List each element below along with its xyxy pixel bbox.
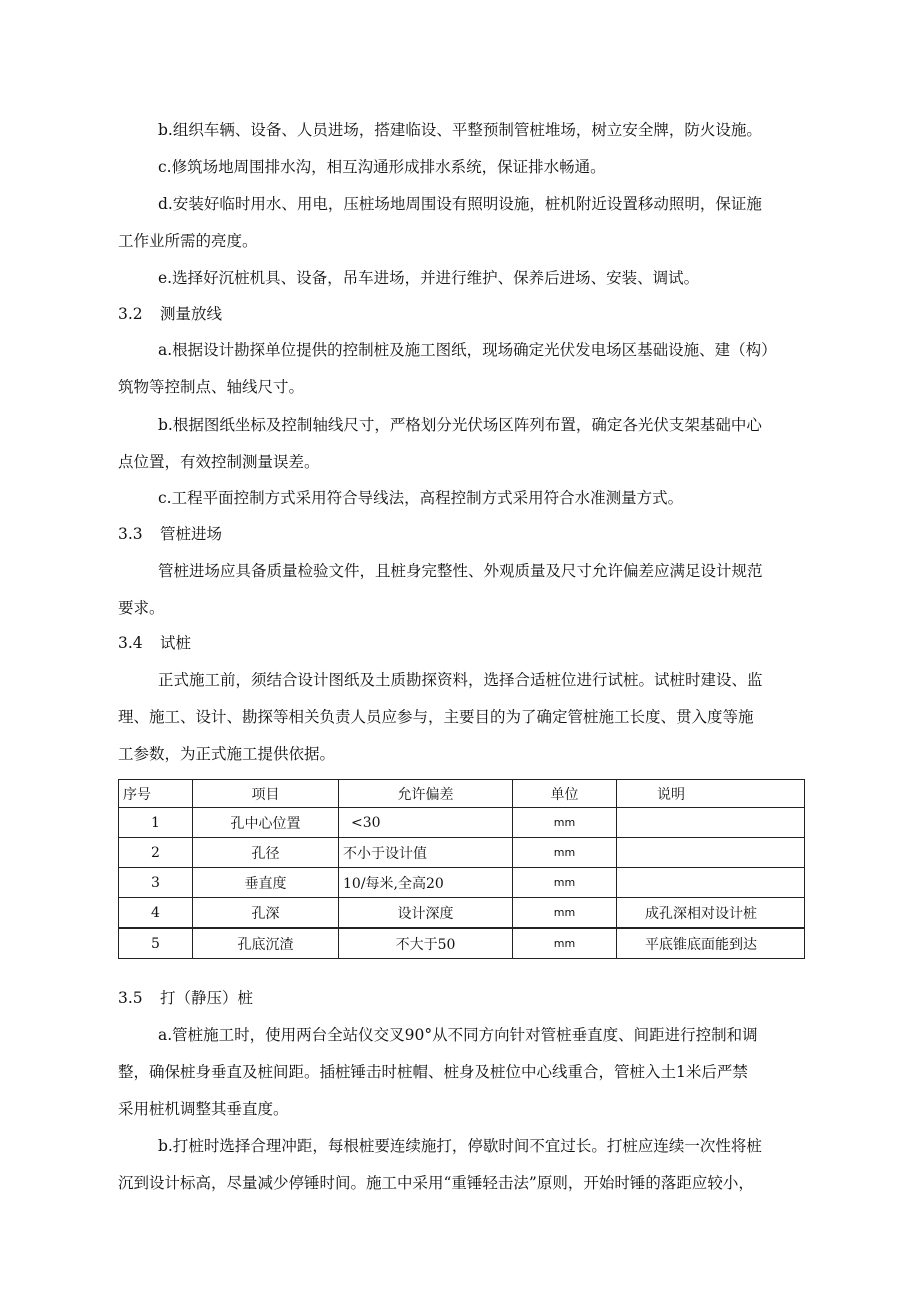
cell-note: 成孔深相对设计桩 — [617, 898, 805, 929]
cell-item: 孔深 — [193, 898, 339, 929]
section-number: 3.2 — [118, 305, 143, 323]
header-item: 项目 — [193, 780, 339, 808]
paragraph-e-equipment: e.选择好沉桩机具、设备，吊车进场，并进行维护、保养后进场、安装、调试。 — [158, 269, 700, 287]
paragraph-3-3-line2: 要求。 — [118, 599, 165, 617]
paragraph-3-2-b-line2: 点位置，有效控制测量误差。 — [118, 453, 320, 471]
cell-note — [617, 868, 805, 898]
table-row — [119, 928, 805, 959]
cell-item: 孔底沉渣 — [193, 928, 339, 959]
cell-no: 4 — [119, 898, 193, 929]
header-no: 序号 — [119, 780, 193, 808]
paragraph-3-4-line2: 理、施工、设计、勘探等相关负责人员应参与，主要目的为了确定管桩施工长度、贯入度等施 — [118, 708, 754, 726]
table-row — [119, 838, 805, 868]
header-note: 说明 — [617, 780, 805, 808]
paragraph-3-2-a-line2: 筑物等控制点、轴线尺寸。 — [118, 378, 305, 396]
cell-item: 垂直度 — [193, 868, 339, 898]
paragraph-b-site-prep: b.组织车辆、设备、人员进场，搭建临设、平整预制管桩堆场，树立安全牌，防火设施。 — [158, 121, 762, 139]
table-header-row — [119, 780, 805, 808]
section-heading-3-4 — [118, 628, 191, 658]
cell-tolerance: <30 — [339, 808, 513, 838]
cell-unit: mm — [513, 868, 617, 898]
paragraph-c-drainage: c.修筑场地周围排水沟，相互沟通形成排水系统，保证排水畅通。 — [158, 158, 606, 176]
table-row — [119, 868, 805, 898]
paragraph-d-utilities-line2: 工作业所需的亮度。 — [118, 232, 258, 250]
cell-tolerance: 设计深度 — [339, 898, 513, 929]
section-heading-3-3 — [118, 519, 222, 549]
header-tolerance: 允许偏差 — [339, 780, 513, 808]
paragraph-3-5-b-line1: b.打桩时选择合理冲距，每根桩要连续施打，停歇时间不宜过长。打桩应连续一次性将桩 — [158, 1137, 762, 1155]
paragraph-3-5-a-line1: a.管桩施工时，使用两台全站仪交叉90°从不同方向针对管桩垂直度、间距进行控制和调 — [158, 1026, 758, 1044]
section-title: 测量放线 — [160, 305, 223, 323]
section-title: 管桩进场 — [160, 525, 223, 543]
cell-note — [617, 838, 805, 868]
section-heading-3-5 — [118, 983, 253, 1013]
paragraph-3-5-b-line2: 沉到设计标高，尽量减少停锤时间。施工中采用“重锤轻击法”原则，开始时锤的落距应较小， — [118, 1174, 754, 1192]
cell-note — [617, 808, 805, 838]
section-number: 3.4 — [118, 634, 143, 652]
paragraph-3-4-line3: 工参数，为正式施工提供依据。 — [118, 745, 336, 763]
cell-item: 孔中心位置 — [193, 808, 339, 838]
paragraph-3-3-line1: 管桩进场应具备质量检验文件，且桩身完整性、外观质量及尺寸允许偏差应满足设计规范 — [158, 562, 763, 580]
cell-note: 平底锥底面能到达 — [617, 928, 805, 959]
section-title: 试桩 — [160, 634, 192, 652]
cell-unit: mm — [513, 838, 617, 868]
section-number: 3.3 — [118, 525, 143, 543]
cell-tolerance: 10/每米,全高20 — [339, 868, 513, 898]
paragraph-3-2-b-line1: b.根据图纸坐标及控制轴线尺寸，严格划分光伏场区阵列布置，确定各光伏支架基础中心 — [158, 416, 762, 434]
paragraph-3-2-a-line1: a.根据设计勘探单位提供的控制桩及施工图纸，现场确定光伏发电场区基础设施、建（构） — [158, 341, 777, 359]
paragraph-3-4-line1: 正式施工前，须结合设计图纸及土质勘探资料，选择合适桩位进行试桩。试桩时建设、监 — [158, 671, 763, 689]
cell-tolerance: 不小于设计值 — [339, 838, 513, 868]
cell-item: 孔径 — [193, 838, 339, 868]
cell-no: 1 — [119, 808, 193, 838]
section-title: 打（静压）桩 — [160, 989, 254, 1007]
cell-no: 5 — [119, 928, 193, 959]
section-heading-3-2 — [118, 299, 222, 329]
cell-unit: mm — [513, 808, 617, 838]
paragraph-3-5-a-line2: 整，确保桩身垂直及桩间距。插桩锤击时桩帽、桩身及桩位中心线重合，管桩入土1米后严禁 — [118, 1063, 748, 1081]
paragraph-3-2-c: c.工程平面控制方式采用符合导线法，高程控制方式采用符合水准测量方式。 — [158, 489, 684, 507]
cell-unit: mm — [513, 928, 617, 959]
paragraph-d-utilities-line1: d.安装好临时用水、用电，压桩场地周围设有照明设施，桩机附近设置移动照明，保证施 — [158, 195, 762, 213]
paragraph-3-5-a-line3: 采用桩机调整其垂直度。 — [118, 1100, 289, 1118]
table-row — [119, 808, 805, 838]
section-number: 3.5 — [118, 989, 143, 1007]
cell-unit: mm — [513, 898, 617, 929]
tolerance-table — [118, 779, 805, 959]
cell-no: 2 — [119, 838, 193, 868]
cell-tolerance: 不大于50 — [339, 928, 513, 959]
header-unit: 单位 — [513, 780, 617, 808]
cell-no: 3 — [119, 868, 193, 898]
table-row — [119, 898, 805, 929]
